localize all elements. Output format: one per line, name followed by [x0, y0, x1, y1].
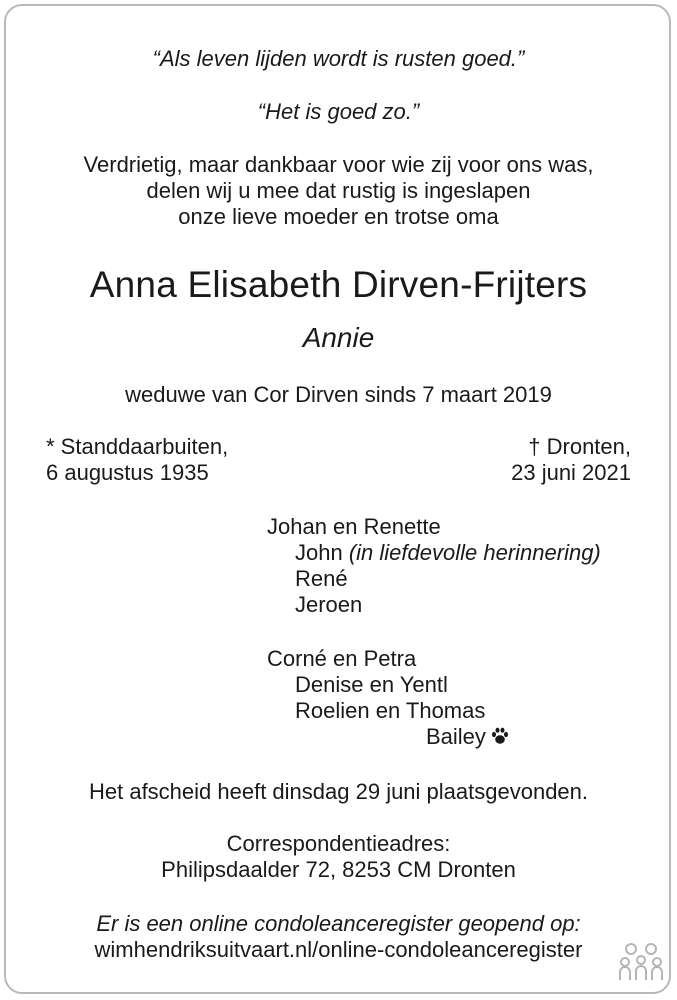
death-date: 23 juni 2021	[511, 460, 631, 485]
online-register-url[interactable]: wimhendriksuitvaart.nl/online-condoleanceregister	[94, 937, 583, 962]
intro-line-3: onze lieve moeder en trotse oma	[178, 204, 499, 229]
online-register-intro: Er is een online condoleanceregister geopend op:	[96, 911, 581, 936]
family-group1-child2: René	[295, 566, 348, 591]
family-pet-name: Bailey	[426, 724, 486, 749]
family-group1-child1-name: John	[295, 540, 343, 565]
quote-first: “Als leven lijden wordt is rusten goed.”	[152, 46, 525, 71]
family-group1-child1	[295, 540, 601, 566]
deceased-name: Anna Elisabeth Dirven-Frijters	[89, 264, 588, 305]
family-group2-child2: Roelien en Thomas	[295, 698, 486, 723]
widow-line: weduwe van Cor Dirven sinds 7 maart 2019	[125, 382, 552, 407]
deceased-nickname: Annie	[302, 322, 375, 353]
birth-date: 6 augustus 1935	[46, 460, 209, 485]
correspondence-label: Correspondentieadres:	[226, 831, 451, 856]
people-logo-icon	[617, 940, 665, 984]
family-group2-child1: Denise en Yentl	[295, 672, 448, 697]
family-group1-parents: Johan en Renette	[267, 514, 441, 539]
death-place: † Dronten,	[528, 434, 631, 459]
family-group1-child1-note: (in liefdevolle herinnering)	[348, 540, 601, 565]
paw-icon	[490, 726, 510, 752]
farewell-line: Het afscheid heeft dinsdag 29 juni plaatsgevonden.	[88, 779, 589, 804]
family-group1-child3: Jeroen	[295, 592, 363, 617]
family-group2-parents: Corné en Petra	[267, 646, 417, 671]
family-pet	[426, 724, 510, 752]
intro-line-2: delen wij u mee dat rustig is ingeslapen	[146, 178, 531, 203]
intro-line-1: Verdrietig, maar dankbaar voor wie zij voor ons was,	[83, 152, 594, 177]
quote-second: “Het is goed zo.”	[257, 99, 420, 124]
correspondence-address: Philipsdaalder 72, 8253 CM Dronten	[161, 857, 516, 882]
birth-place: * Standdaarbuiten,	[46, 434, 229, 459]
